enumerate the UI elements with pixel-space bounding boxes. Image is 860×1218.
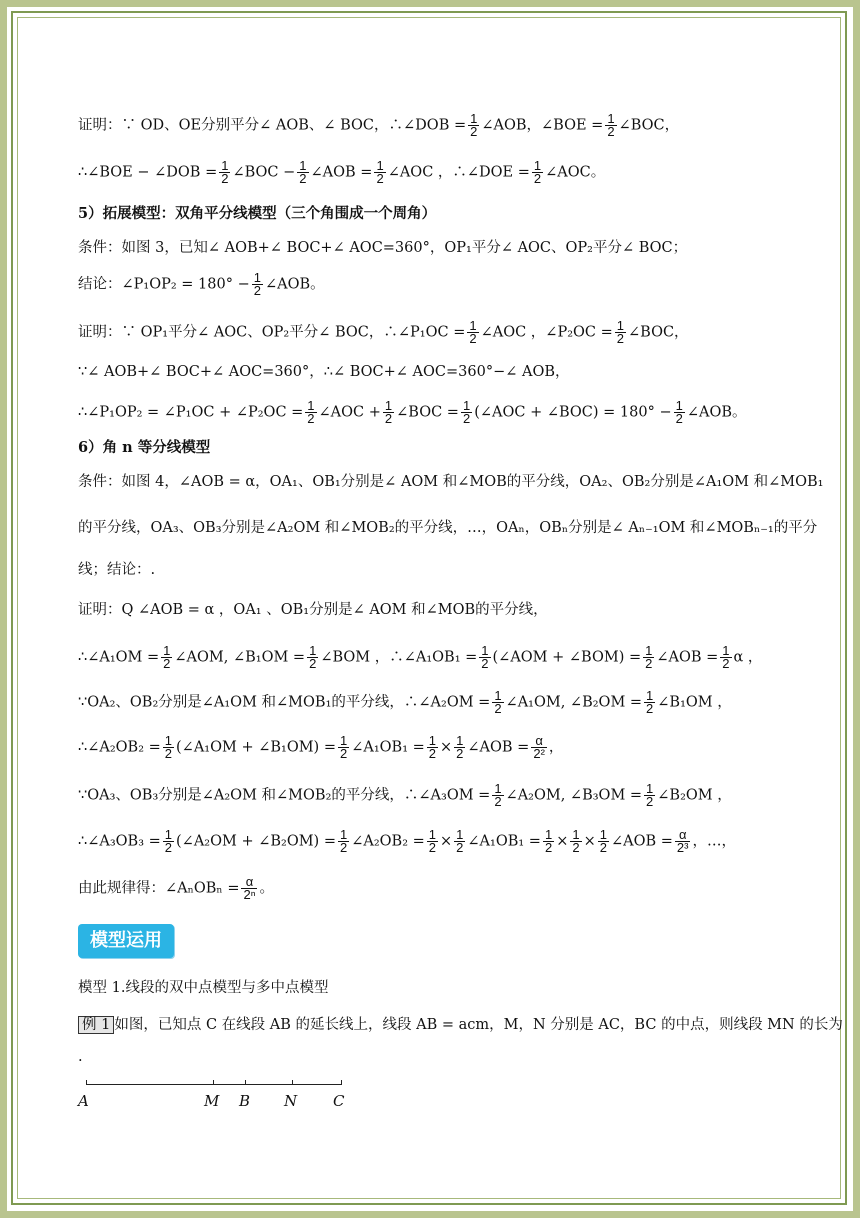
fraction-half: $\frac{1}{2}$ [646,781,654,809]
condition-6-line-3: 线；结论：. [78,562,156,578]
condition-6-line-2: 的平分线，OA₃、OB₃分别是∠A₂OM 和∠MOB₂的平分线，…，OAₙ，OBₙ分别是∠ Aₙ₋₁OM 和∠MOBₙ₋₁的平分 [78,520,818,536]
fraction-half: $\frac{1}{2}$ [253,270,261,298]
label-A: A [78,1092,89,1110]
example-tag: 例 1 [78,1016,114,1034]
fraction-half: $\frac{1}{2}$ [544,827,553,855]
model-application-badge: 模型运用 [78,924,174,958]
fraction-half: $\frac{1}{2}$ [376,158,384,186]
fraction-half: $\frac{1}{2}$ [645,643,653,671]
fraction-half: $\frac{1}{2}$ [163,643,171,671]
fraction-half: $\frac{1}{2}$ [616,318,624,346]
model-1-title: 模型 1.线段的双中点模型与多中点模型 [78,980,329,996]
fraction-half: $\frac{1}{2}$ [722,643,730,671]
condition-5: 条件：如图 3，已知∠ AOB+∠ BOC+∠ AOC=360°，OP₁平分∠ AOC、OP₂平分∠ BOC； [78,240,688,256]
fraction-half: $\frac{1}{2}$ [607,111,615,139]
fraction-half: $\frac{1}{2}$ [164,733,173,761]
heading-5: 5）拓展模型：双角平分线模型（三个角围成一个周角） [78,205,437,222]
label-N: N [284,1092,298,1110]
fraction-half: $\frac{1}{2}$ [456,827,464,855]
proof-6-line-5: ∵OA₃、OB₃分别是∠A₂OM 和∠MOB₂的平分线，∴∠A₃OM = $\frac{1}{2}$ ∠A₂OM, ∠B₃OM = $\frac{1}{2}$ ∠B₂OM ， [78,781,732,809]
fraction-half: $\frac{1}{2}$ [494,781,502,809]
fraction-half: $\frac{1}{2}$ [675,398,683,426]
fraction-half: $\frac{1}{2}$ [384,398,393,426]
example-text: 如图，已知点 C 在线段 AB 的延长线上，线段 AB = acm，M，N 分别是 AC，BC 的中点，则线段 MN 的长为 [114,1017,843,1033]
proof-5-line-1: 证明：∵ OP₁平分∠ AOC、OP₂平分∠ BOC，∴∠P₁OC = $\frac{1}{2}$ ∠AOC ，∠P₂OC = $\frac{1}{2}$ ∠BOC， [78,318,689,346]
proof-line-2: ∴∠BOE − ∠DOB = $\frac{1}{2}$ ∠BOC − $\frac{1}{2}$ ∠AOB = $\frac{1}{2}$ ∠AOC ，∴∠DOE = $\frac{1}{2}$ ∠AOC。 [78,158,606,186]
label-M: M [204,1092,220,1110]
conclusion-5: 结论：∠P₁OP₂ = 180° − $\frac{1}{2}$ ∠AOB。 [78,270,325,298]
label-B: B [239,1092,251,1110]
fraction-half: $\frac{1}{2}$ [164,827,173,855]
fraction-half: $\frac{1}{2}$ [494,688,502,716]
proof-line-1: 证明：∵ OD、OE分别平分∠ AOB、∠ BOC，∴∠DOB = $\frac{1}{2}$ ∠AOB，∠BOE = $\frac{1}{2}$ ∠BOC， [78,111,680,139]
fraction-half: $\frac{1}{2}$ [299,158,307,186]
fraction-half: $\frac{1}{2}$ [646,688,654,716]
heading-6: 6）角 n 等分线模型 [78,439,211,456]
fraction-half: $\frac{1}{2}$ [428,827,437,855]
label-C: C [333,1092,345,1110]
fraction-half: $\frac{1}{2}$ [428,733,437,761]
fraction-half: $\frac{1}{2}$ [309,643,317,671]
tick-B [245,1080,246,1085]
proof-5-line-3: ∴∠P₁OP₂ = ∠P₁OC + ∠P₂OC = $\frac{1}{2}$ ∠AOC + $\frac{1}{2}$ ∠BOC = $\frac{1}{2}$ (∠AOC + ∠BOC) = 180° − $\frac{1}{2}$ ∠AOB。 [78,398,747,426]
fraction-half: $\frac{1}{2}$ [456,733,464,761]
fraction-half: $\frac{1}{2}$ [462,398,471,426]
fraction-alpha-over-2cu: $\frac{\alpha}{\text{2³}}$ [676,827,689,855]
condition-6-line-1: 条件：如图 4，∠AOB = α，OA₁、OB₁分别是∠ AOM 和∠MOB的平分线，OA₂、OB₂分别是∠A₁OM 和∠MOB₁ [78,474,824,490]
proof-6-line-4: ∴∠A₂OB₂ = $\frac{1}{2}$ (∠A₁OM + ∠B₁OM) = $\frac{1}{2}$ ∠A₁OB₁ = $\frac{1}{2}$ × $\frac{1}{2}$ ∠AOB = $\frac{\alpha}{\text{2²}}$ ， [78,733,564,761]
fraction-half: $\frac{1}{2}$ [339,827,348,855]
segment-line [86,1084,342,1085]
proof-6-line-6: ∴∠A₃OB₃ = $\frac{1}{2}$ (∠A₂OM + ∠B₂OM) = $\frac{1}{2}$ ∠A₂OB₂ = $\frac{1}{2}$ × $\frac{1}{2}$ ∠A₁OB₁ = $\frac{1}{2}$ × $\frac{1}{2}$ × $\frac{1}{2}$ ∠AOB = $\frac{\alpha}{\text{2³}}$ ，…， [78,827,736,855]
fraction-half: $\frac{1}{2}$ [533,158,542,186]
fraction-half: $\frac{1}{2}$ [470,111,478,139]
fraction-half: $\frac{1}{2}$ [572,827,580,855]
fraction-half: $\frac{1}{2}$ [339,733,348,761]
fraction-half: $\frac{1}{2}$ [221,158,229,186]
proof-6-line-3: ∵OA₂、OB₂分别是∠A₁OM 和∠MOB₁的平分线，∴∠A₂OM = $\frac{1}{2}$ ∠A₁OM, ∠B₂OM = $\frac{1}{2}$ ∠B₁OM ， [78,688,732,716]
proof-6-line-1: 证明：Q ∠AOB = α ，OA₁ 、OB₁分别是∠ AOM 和∠MOB的平分线， [78,602,548,618]
example-1-end: . [78,1049,83,1065]
tick-C [341,1080,342,1085]
fraction-half: $\frac{1}{2}$ [599,827,607,855]
tick-A [86,1080,87,1085]
fraction-half: $\frac{1}{2}$ [469,318,477,346]
fraction-half: $\frac{1}{2}$ [307,398,315,426]
tick-M [213,1080,214,1085]
proof-6-line-2: ∴∠A₁OM = $\frac{1}{2}$ ∠AOM, ∠B₁OM = $\frac{1}{2}$ ∠BOM ，∴∠A₁OB₁ = $\frac{1}{2}$ (∠AOM + ∠BOM) = $\frac{1}{2}$ ∠AOB = $\frac{1}{2}$ α ， [78,643,763,671]
example-1 [78,1015,843,1035]
law-result: 由此规律得：∠AₙOBₙ = $\frac{\alpha}{\text{2ⁿ}}$ 。 [78,874,274,902]
proof-5-line-2: ∵∠ AOB+∠ BOC+∠ AOC=360°，∴∠ BOC+∠ AOC=360°−∠ AOB， [78,364,570,380]
fraction-alpha-over-2n: $\frac{\alpha}{\text{2ⁿ}}$ [243,874,256,902]
tick-N [292,1080,293,1085]
fraction-alpha-over-2sq: $\frac{\alpha}{\text{2²}}$ [533,733,545,761]
fraction-half: $\frac{1}{2}$ [481,643,489,671]
